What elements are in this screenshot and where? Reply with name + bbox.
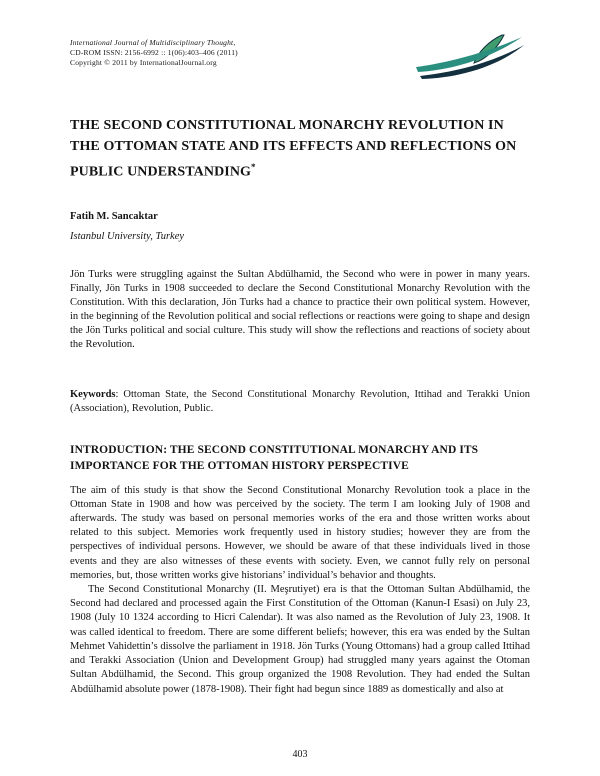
journal-copyright-line: Copyright © 2011 by InternationalJournal.org <box>70 58 217 67</box>
author-affiliation: Istanbul University, Turkey <box>70 230 185 242</box>
section-heading-introduction: INTRODUCTION: THE SECOND CONSTITUTIONAL MONARCHY AND ITS IMPORTANCE FOR THE OTTOMAN HISTORY PERSPECTIVE <box>70 443 479 472</box>
journal-name: International Journal of Multidisciplinary Thought, <box>70 38 236 47</box>
journal-issn-line: CD-ROM ISSN: 2156-6992 :: 1(06):403–406 (2011) <box>70 48 238 57</box>
body-paragraph-2: The Second Constitutional Monarchy (II. Meşrutiyet) era is that the Ottoman Sultan Abdülhamid, the Second had declared and processed again the First Constitution of the Ottoman (Kanun-I Esasi) on July 23, 1908 (July 10 1324 according to Hicri Calendar). It was also named as the Revolution of July 23, 1908. It was called identical to freedom. There are some different beliefs; however, this era was ended by the Sultan Mehmet Vahidettin’s dissolve the parliament in 1918. Jön Turks (Young Ottomans) had a group called Ittihad and Terakki Association (Union and Development Group) had struggled many years against the Otoman Sultan Abdülhamid, the Second. This group organized the 1908 Revolution. They had ended the Sultan Abdülhamid absolute power (1878-1908). Their fight had begun since 1889 as domestically and also at <box>70 584 530 695</box>
article-title-text: THE SECOND CONSTITUTIONAL MONARCHY REVOLUTION IN THE OTTOMAN STATE AND ITS EFFECTS AND REFLECTIONS ON PUBLIC UNDERSTANDING <box>70 118 517 180</box>
author-name: Fatih M. Sancaktar <box>70 210 158 222</box>
page-footer <box>0 749 600 760</box>
title-footnote-marker: * <box>251 162 256 172</box>
abstract-paragraph: Jön Turks were struggling against the Sultan Abdülhamid, the Second who were in power in many years. Finally, Jön Turks in 1908 succeeded to declare the Second Constitutional Monarchy Revolution with the Constitution. With this declaration, Jön Turks had a chance to practice their own political system. However, in the beginning of the Revolution political and social reflections or reactions were going to shape and design the Jön Turks political and social culture. This study will show the reflections and reactions of society about the Revolution. <box>70 268 530 350</box>
keywords-text: : Ottoman State, the Second Constitutional Monarchy Revolution, Ittihad and Terakki Union (Association), Revolution, Public. <box>70 388 530 414</box>
keywords-label: Keywords <box>70 388 116 400</box>
journal-info-block <box>70 38 238 68</box>
keywords-line <box>70 388 530 416</box>
journal-swoosh-logo-icon <box>414 34 526 85</box>
article-title <box>70 115 530 183</box>
journal-header <box>70 38 530 85</box>
page-number: 403 <box>292 749 308 760</box>
body-paragraph-1: The aim of this study is that show the Second Constitutional Monarchy Revolution took a place in the Ottoman State in 1908 and how was perceived by the society. The term I am looking July of 1908 and afterwards. The study was based on personal memories works of the era and those written works about related to this subject. Memories work frequently used in history studies; however they are from the perspectives of individual persons. However, we should be aware of that these individuals lived in those events and they are also witnesses of these events with society. Even, we cannot fully rely on personal memories, but, those written works give historians’ individual’s behavior and thoughts. <box>70 484 530 581</box>
